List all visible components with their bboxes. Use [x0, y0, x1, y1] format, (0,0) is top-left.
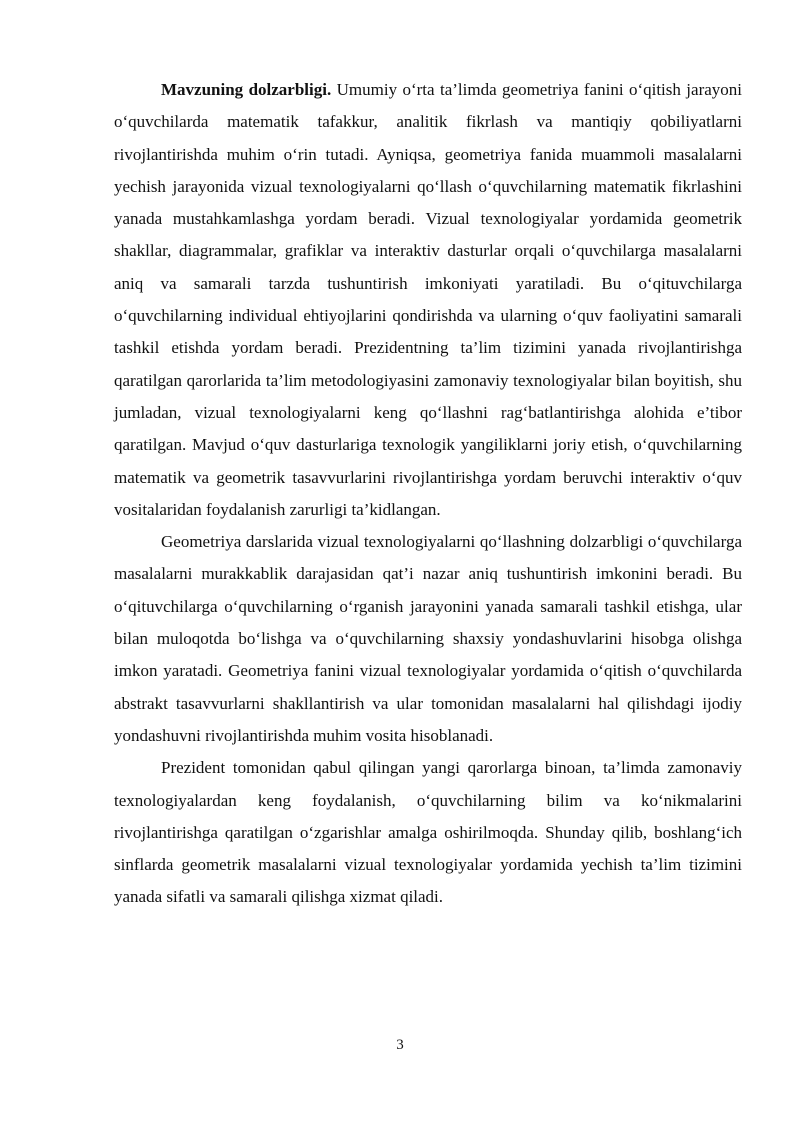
paragraph-geometry-lessons: Geometriya darslarida vizual texnologiyalarni qo‘llashning dolzarbligi o‘quvchilarga masalalarni murakkablik darajasidan qat’i nazar aniq tushuntirish imkonini beradi. Bu o‘qituvchilarga o‘quvchilarning o‘rganish jarayonini yanada samarali tashkil etishga, ular bilan muloqotda bo‘lishga va o‘quvchilarning shaxsiy yondashuvlarini hisobga olishga imkon yaratadi. Geometriya fanini vizual texnologiyalar yordamida o‘qitish o‘quvchilarda abstrakt tasavvurlarni shakllantirish va ular tomonidan masalalarni hal qilishdagi ijodiy yondashuvni rivojlantirishda muhim vosita hisoblanadi.: [114, 532, 742, 745]
paragraph-text: Umumiy o‘rta ta’limda geometriya fanini o‘qitish jarayoni o‘quvchilarda matematik tafakkur, analitik fikrlash va mantiqiy qobiliyatlarni rivojlantirishda muhim o‘rin tutadi. Ayniqsa, geometriya fanida muammoli masalalarni yechish jarayonida vizual texnologiyalarni qo‘llash o‘quvchilarning matematik fikrlashini yanada mustahkamlashga yordam beradi. Vizual texnologiyalar yordamida geometrik shakllar, diagrammalar, grafiklar va interaktiv dasturlar orqali o‘quvchilarga masalalarni aniq va samarali tarzda tushuntirish imkoniyati yaratiladi. Bu o‘qituvchilarga o‘quvchilarning individual ehtiyojlarini qondirishda va ularning o‘quv faoliyatini samarali tashkil etishda yordam beradi. Prezidentning ta’lim tizimini yanada rivojlantirishga qaratilgan qarorlarida ta’lim metodologiyasini zamonaviy texnologiyalar bilan boyitish, shu jumladan, vizual texnologiyalarni keng qo‘llashni rag‘batlantirishga alohida e’tibor qaratilgan. Mavjud o‘quv dasturlariga texnologik yangiliklarni joriy etish, o‘quvchilarning matematik va geometrik tasavvurlarini rivojlantirishga yordam beruvchi interaktiv o‘quv vositalaridan foydalanish zarurligi ta’kidlangan.: [114, 80, 742, 519]
document-body: [114, 74, 742, 914]
paragraph-relevance: [114, 74, 742, 526]
paragraph-presidential-decisions: Prezident tomonidan qabul qilingan yangi qarorlarga binoan, ta’limda zamonaviy texnologiyalardan keng foydalanish, o‘quvchilarning bilim va ko‘nikmalarini rivojlantirishga qaratilgan o‘zgarishlar amalga oshirilmoqda. Shunday qilib, boshlang‘ich sinflarda geometrik masalalarni vizual texnologiyalar yordamida yechish ta’lim tizimini yanada sifatli va samarali qilishga xizmat qiladi.: [114, 758, 742, 907]
page-number: 3: [396, 1037, 404, 1053]
paragraph-heading: Mavzuning dolzarbligi.: [161, 80, 332, 99]
